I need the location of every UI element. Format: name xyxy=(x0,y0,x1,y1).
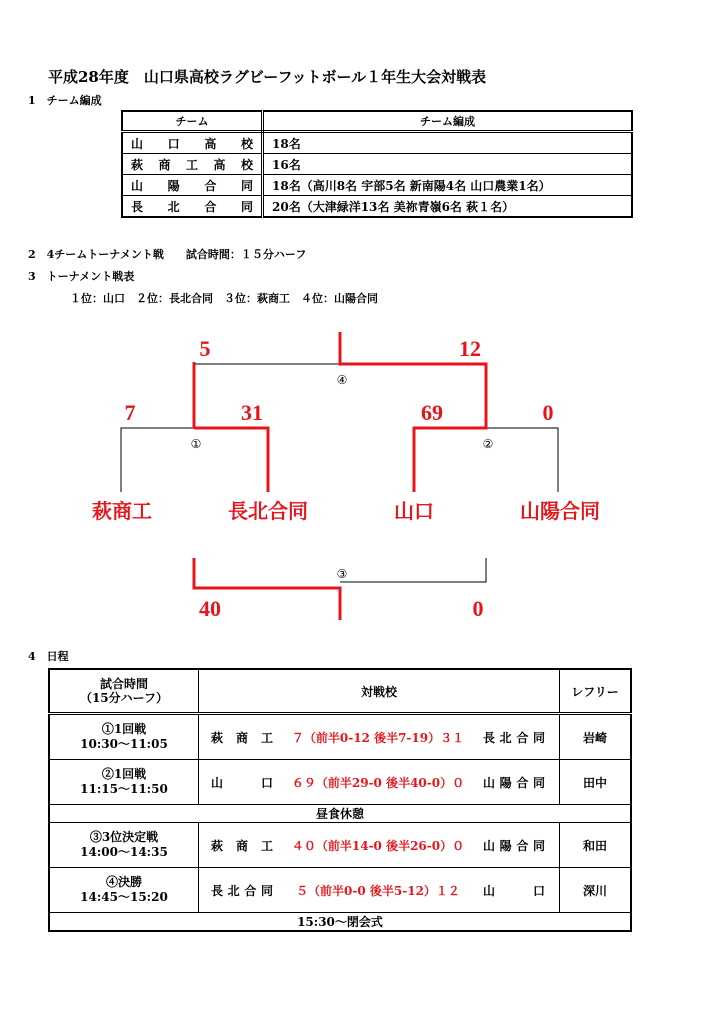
bracket-team-hagishoko: 萩商工 xyxy=(92,499,152,523)
table-row xyxy=(49,714,631,760)
table-row xyxy=(49,805,631,823)
away-team: 山陽合同 xyxy=(483,775,545,790)
score-third-right: 0 xyxy=(472,596,484,621)
table-row xyxy=(122,196,632,218)
home-team: 長北合同 xyxy=(211,883,273,898)
time-header: 試合時間 （15分ハーフ） xyxy=(49,669,199,714)
page-title: 平成28年度 山口県高校ラグビーフットボール１年生大会対戦表 xyxy=(48,68,487,86)
team-name: 山口高校 xyxy=(122,132,263,154)
match-time: 14:45～15:20 xyxy=(80,890,168,904)
table-row xyxy=(122,175,632,196)
bracket-line-third xyxy=(340,558,486,582)
home-team: 山口 xyxy=(211,775,273,790)
match-result: ４０（前半14-0 後半26-0）０ xyxy=(291,838,465,853)
match-result: ６９（前半29-0 後半40-0）０ xyxy=(291,775,465,790)
bracket-team-sanyo: 山陽合同 xyxy=(520,499,600,523)
match-name: ②1回戦 xyxy=(101,767,147,781)
bracket-team-chohoku: 長北合同 xyxy=(228,499,308,523)
match-time: 14:00～14:35 xyxy=(80,845,168,859)
schedule-table xyxy=(48,668,632,932)
score-match1-right: 31 xyxy=(241,400,263,425)
match-result: ７（前半0-12 後半7-19）３１ xyxy=(291,730,465,745)
team-name: 長北合同 xyxy=(122,196,263,218)
bracket-red-match1 xyxy=(194,428,268,492)
team-composition: 20名（大津緑洋13名 美祢青嶺6名 萩１名） xyxy=(263,196,633,218)
lunch-break: 昼食休憩 xyxy=(49,805,631,823)
score-final-left: 5 xyxy=(199,336,211,361)
match-label-third: ③ xyxy=(336,567,348,581)
match-name: ④決勝 xyxy=(105,875,142,889)
table-row xyxy=(122,154,632,175)
match-result: ５（前半0-0 後半5-12）１２ xyxy=(296,883,460,898)
match-label-final: ④ xyxy=(336,373,348,387)
home-team: 萩商工 xyxy=(211,730,273,745)
referee: 田中 xyxy=(560,760,632,805)
match-label-2: ② xyxy=(482,437,494,451)
section-format: 2 4チームトーナメント戦 試合時間：１５分ハーフ xyxy=(28,248,307,261)
match-time-cell xyxy=(49,760,199,805)
tournament-bracket xyxy=(0,320,724,630)
match-time: 11:15～11:50 xyxy=(80,782,168,796)
table-row xyxy=(49,868,631,913)
match-label-1: ① xyxy=(190,437,202,451)
team-composition: 16名 xyxy=(263,154,633,175)
match-name: ③3位決定戦 xyxy=(89,830,159,844)
score-match2-left: 69 xyxy=(421,400,443,425)
score-final-right: 12 xyxy=(459,336,481,361)
match-time: 10:30～11:05 xyxy=(80,737,168,751)
match-cell xyxy=(199,868,560,913)
composition-header: チーム編成 xyxy=(263,111,633,132)
match-time-cell xyxy=(49,823,199,868)
team-name: 山陽合同 xyxy=(122,175,263,196)
away-team: 山陽合同 xyxy=(483,838,545,853)
rankings: １位：山口 ２位：長北合同 ３位：萩商工 ４位：山陽合同 xyxy=(70,292,378,305)
team-header: チーム xyxy=(122,111,263,132)
match-cell xyxy=(199,714,560,760)
match-time-cell xyxy=(49,868,199,913)
match-header: 対戦校 xyxy=(199,669,560,714)
home-team: 萩商工 xyxy=(211,838,273,853)
referee: 和田 xyxy=(560,823,632,868)
team-composition: 18名 xyxy=(263,132,633,154)
table-row xyxy=(49,760,631,805)
table-row xyxy=(122,132,632,154)
referee-header: レフリー xyxy=(560,669,632,714)
section-schedule: 4 日程 xyxy=(28,650,69,663)
section-bracket: 3 トーナメント戦表 xyxy=(28,270,135,283)
referee: 深川 xyxy=(560,868,632,913)
table-row xyxy=(49,913,631,932)
team-composition: 18名（高川8名 宇部5名 新南陽4名 山口農業1名） xyxy=(263,175,633,196)
match-cell xyxy=(199,760,560,805)
table-row xyxy=(49,823,631,868)
score-third-left: 40 xyxy=(199,596,221,621)
match-name: ①1回戦 xyxy=(101,722,147,736)
bracket-line-final xyxy=(194,364,340,428)
match-cell xyxy=(199,823,560,868)
score-match2-right: 0 xyxy=(542,400,554,425)
away-team: 山口 xyxy=(483,883,545,898)
team-name: 萩商工高校 xyxy=(122,154,263,175)
score-match1-left: 7 xyxy=(124,400,136,425)
bracket-team-yamaguchi: 山口 xyxy=(394,499,434,523)
away-team: 長北合同 xyxy=(483,730,545,745)
referee: 岩崎 xyxy=(560,714,632,760)
section-team-composition: 1 チーム編成 xyxy=(28,94,102,107)
closing-ceremony: 15:30～閉会式 xyxy=(49,913,631,932)
team-table xyxy=(121,110,633,218)
match-time-cell xyxy=(49,714,199,760)
